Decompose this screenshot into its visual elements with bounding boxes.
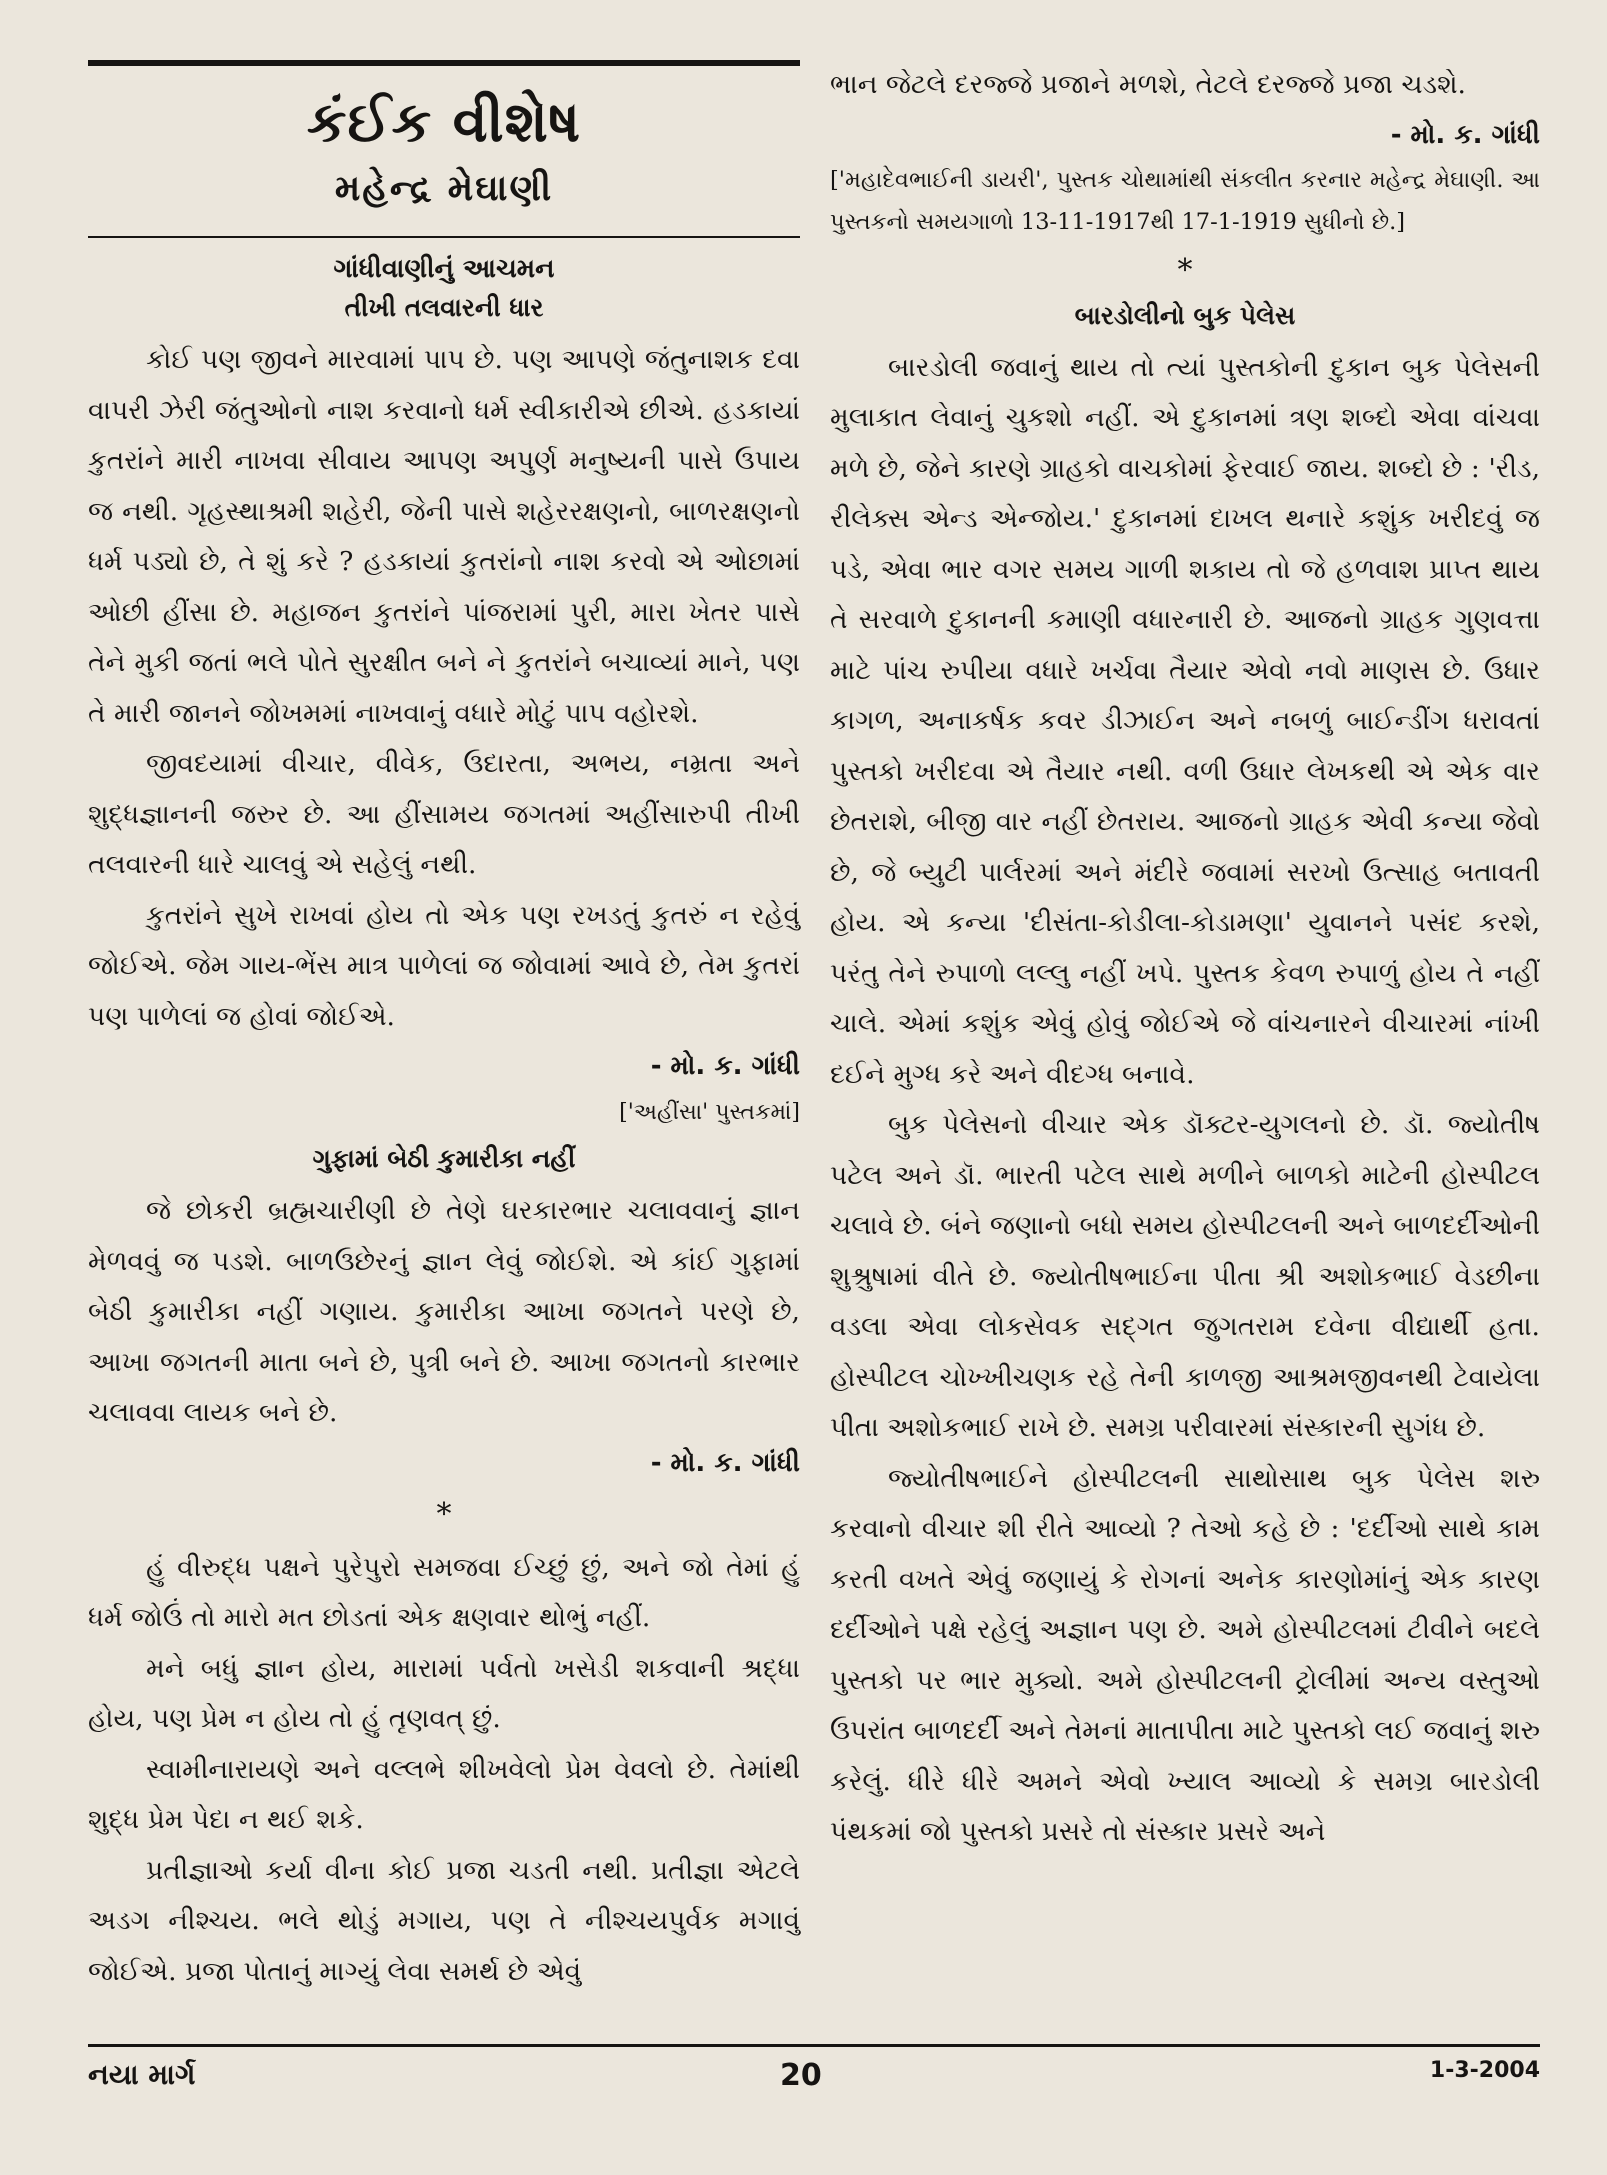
paragraph: બારડોલી જવાનું થાય તો ત્યાં પુસ્તકોની દુકાન બુક પેલેસની મુલાકાત લેવાનું ચુકશો નહીં. એ દુકાનમાં ત્રણ શબ્દો એવા વાંચવા મળે છે, જેને કારણે ગ્રાહકો વાચકોમાં ફેરવાઈ જાય. શબ્દો છે : 'રીડ, રીલેક્સ એન્ડ એન્જોય.' દુકાનમાં દાખલ થનારે કશુંક ખરીદવું જ પડે, એવા ભાર વગર સમય ગાળી શકાય તો જે હળવાશ પ્રાપ્ત થાય તે સરવાળે દુકાનની કમાણી વધારનારી છે. આજનો ગ્રાહક ગુણવત્તા માટે પાંચ રુપીયા વધારે ખર્ચવા તૈયાર એવો નવો માણસ છે. ઉધાર કાગળ, અનાકર્ષક કવર ડીઝાઈન અને નબળું બાઈન્ડીંગ ધરાવતાં પુસ્તકો ખરીદવા એ તૈયાર નથી. વળી ઉધાર લેખકથી એ એક વાર છેતરાશે, બીજી વાર નહીં છેતરાય. આજનો ગ્રાહક એવી કન્યા જેવો છે, જે બ્યુટી પાર્લરમાં અને મંદીરે જવામાં સરખો ઉત્સાહ બતાવતી હોય. એ કન્યા 'દીસંતા-કોડીલા-કોડામણા' યુવાનને પસંદ કરશે, પરંતુ તેને રુપાળો લલ્લુ નહીં ખપે. પુસ્તક કેવળ રુપાળું હોય તે નહીં ચાલે. એમાં કશુંક એવું હોવું જોઈએ જે વાંચનારને વીચારમાં નાંખી દઈને મુગ્ધ કરે અને વીદગ્ધ બનાવે.: [830, 351, 1540, 1090]
masthead-top-rule: [88, 60, 800, 66]
paragraph: કોઈ પણ જીવને મારવામાં પાપ છે. પણ આપણે જંતુનાશક દવા વાપરી ઝેરી જંતુઓનો નાશ કરવાનો ધર્મ સ્વીકારીએ છીએ. હડકાયાં કુતરાંને મારી નાખવા સીવાય આપણ અપુર્ણ મનુષ્યની પાસે ઉપાય જ નથી. ગૃહસ્થાશ્રમી શહેરી, જેની પાસે શહેરરક્ષણનો, બાળરક્ષણનો ધર્મ પડ્યો છે, તે શું કરે ? હડકાયાં કુતરાંનો નાશ કરવો એ ઓછામાં ઓછી હીંસા છે. મહાજન કુતરાંને પાંજરામાં પુરી, મારા ખેતર પાસે તેને મુકી જતાં ભલે પોતે સુરક્ષીત બને ને કુતરાંને બચાવ્યાં માને, પણ તે મારી જાનને જોખમમાં નાખવાનું વધારે મોટું પાપ વહોરશે.: [88, 344, 800, 729]
column-title: કંઈક વીશેષ: [306, 90, 582, 155]
masthead: [88, 90, 800, 210]
left-column: [88, 60, 800, 1997]
author-signature: - મો. ક. ગાંધી: [1390, 119, 1540, 150]
quote-paragraph: હું વીરુદ્ધ પક્ષને પુરેપુરો સમજવા ઈચ્છું છું, અને જો તેમાં હું ધર્મ જોઉં તો મારો મત છોડતાં એક ક્ષણવાર થોભું નહીં.: [88, 1551, 800, 1633]
author-signature: - મો. ક. ગાંધી: [650, 1447, 800, 1478]
article-title: ગુફામાં બેઠી કુમારીકા નહીં: [312, 1144, 576, 1173]
masthead-bottom-rule: [88, 236, 800, 238]
paragraph: કુતરાંને સુખે રાખવાં હોય તો એક પણ રખડતું કુતરું ન રહેવું જોઈએ. જેમ ગાય-ભેંસ માત્ર પાળેલાં જ જોવામાં આવે છે, તેમ કુતરાં પણ પાળેલાં જ હોવાં જોઈએ.: [88, 899, 800, 1032]
article-title: બારડોલીનો બુક પેલેસ: [1074, 300, 1296, 330]
issue-date: 1-3-2004: [1429, 2058, 1540, 2083]
quote-paragraph: મને બધું જ્ઞાન હોય, મારામાં પર્વતો ખસેડી શકવાની શ્રદ્ધા હોય, પણ પ્રેમ ન હોય તો હું તૃણવત્ છું.: [88, 1652, 800, 1734]
column-author: મહેન્દ્ર મેઘાણી: [334, 168, 554, 209]
source-citation: ['અહીંસા' પુસ્તકમાં]: [619, 1100, 800, 1125]
quote-paragraph: પ્રતીજ્ઞાઓ કર્યા વીના કોઈ પ્રજા ચડતી નથી. પ્રતીજ્ઞા એટલે અડગ નીશ્ચય. ભલે થોડું મગાય, પણ તે નીશ્ચયપુર્વક મગાવું જોઈએ. પ્રજા પોતાનું માગ્યું લેવા સમર્થ છે એવું: [88, 1854, 800, 1987]
author-signature: - મો. ક. ગાંધી: [650, 1051, 800, 1081]
section-separator: *: [1177, 252, 1193, 288]
footer-rule: [88, 2044, 1540, 2047]
editor-note: ['મહાદેવભાઈની ડાયરી', પુસ્તક ચોથામાંથી સંકલીત કરનાર મહેન્દ્ર મેઘાણી. આ પુસ્તકનો સમયગાળો 13-11-1917થી 17-1-1919 સુધીનો છે.]: [830, 166, 1540, 235]
section-separator: *: [436, 1496, 452, 1532]
paragraph: જીવદયામાં વીચાર, વીવેક, ઉદારતા, અભય, નમ્રતા અને શુદ્ધજ્ઞાનની જરુર છે. આ હીંસામય જગતમાં અહીંસારુપી તીખી તલવારની ધારે ચાલવું એ સહેલું નથી.: [88, 748, 800, 880]
section-title: ગાંધીવાણીનું આચમન: [333, 254, 555, 284]
paragraph: બુક પેલેસનો વીચાર એક ડૉક્ટર-યુગલનો છે. ડૉ. જ્યોતીષ પટેલ અને ડૉ. ભારતી પટેલ સાથે મળીને બાળકો માટેની હોસ્પીટલ ચલાવે છે. બંને જણાનો બધો સમય હોસ્પીટલની અને બાળદર્દીઓની શુશ્રુષામાં વીતે છે. જ્યોતીષભાઈના પીતા શ્રી અશોકભાઈ વેડછીના વડલા એવા લોકસેવક સદ્ગત જુગતરામ દવેના વીદ્યાર્થી હતા. હોસ્પીટલ ચોખ્ખીચણક રહે તેની કાળજી આશ્રમજીવનથી ટેવાયેલા પીતા અશોકભાઈ રાખે છે. સમગ્ર પરીવારમાં સંસ્કારની સુગંધ છે.: [830, 1109, 1540, 1443]
article-title: તીખી તલવારની ધાર: [344, 293, 544, 322]
page-number: 20: [780, 2058, 822, 2093]
quote-paragraph: સ્વામીનારાયણે અને વલ્લભે શીખવેલો પ્રેમ વેવલો છે. તેમાંથી શુદ્ધ પ્રેમ પેદા ન થઈ શકે.: [88, 1753, 800, 1835]
paragraph: જ્યોતીષભાઈને હોસ્પીટલની સાથોસાથ બુક પેલેસ શરુ કરવાનો વીચાર શી રીતે આવ્યો ? તેઓ કહે છે : 'દર્દીઓ સાથે કામ કરતી વખતે એવું જણાયું કે રોગનાં અનેક કારણોમાંનું એક કારણ દર્દીઓને પક્ષે રહેલું અજ્ઞાન પણ છે. અમે હોસ્પીટલમાં ટીવીને બદલે પુસ્તકો પર ભાર મુક્યો. અમે હોસ્પીટલની ટ્રોલીમાં અન્ય વસ્તુઓ ઉપરાંત બાળદર્દી અને તેમનાં માતાપીતા માટે પુસ્તકો લઈ જવાનું શરુ કરેલું. ધીરે ધીરે અમને એવો ખ્યાલ આવ્યો કે સમગ્ર બારડોલી પંથકમાં જો પુસ્તકો પ્રસરે તો સંસ્કાર પ્રસરે અને: [830, 1462, 1540, 1847]
paragraph: જે છોકરી બ્રહ્મચારીણી છે તેણે ઘરકારભાર ચલાવવાનું જ્ઞાન મેળવવું જ પડશે. બાળઉછેરનું જ્ઞાન લેવું જોઈશે. એ કાંઈ ગુફામાં બેઠી કુમારીકા નહીં ગણાય. કુમારીકા આખા જગતને પરણે છે, આખા જગતની માતા બને છે, પુત્રી બને છે. આખા જગતનો કારભાર ચલાવવા લાયક બને છે.: [88, 1195, 800, 1428]
magazine-name: નયા માર્ગ: [88, 2058, 196, 2091]
continued-paragraph: ભાન જેટલે દરજ્જે પ્રજાને મળશે, તેટલે દરજ્જે પ્રજા ચડશે.: [830, 69, 1466, 100]
right-column: [830, 60, 1540, 1858]
